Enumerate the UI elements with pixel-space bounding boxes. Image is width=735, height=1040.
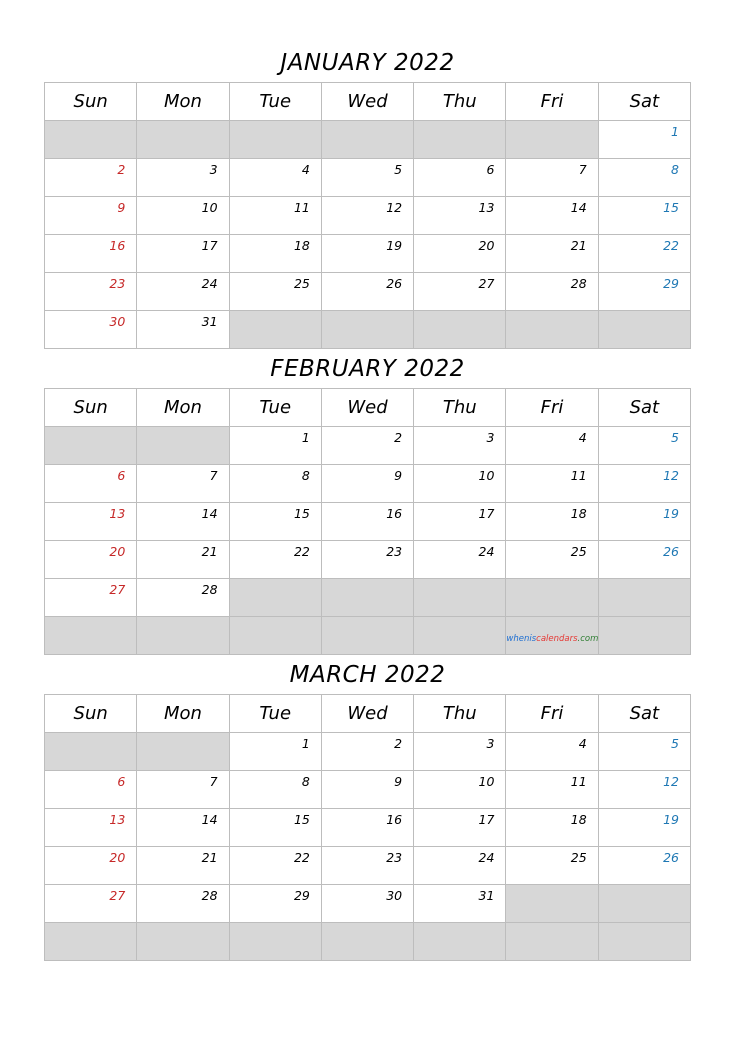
empty-day-cell [321, 311, 413, 349]
day-cell [45, 541, 137, 579]
day-number: 25 [293, 276, 310, 291]
day-cell [321, 159, 413, 197]
day-cell [598, 273, 690, 311]
weekday-header: Sun [45, 389, 137, 427]
empty-day-cell [321, 121, 413, 159]
empty-day-cell [598, 885, 690, 923]
day-cell [598, 427, 690, 465]
day-cell [414, 197, 506, 235]
day-number: 30 [386, 888, 403, 903]
day-cell [229, 273, 321, 311]
day-cell [598, 541, 690, 579]
day-cell [321, 885, 413, 923]
day-number: 10 [201, 200, 218, 215]
empty-day-cell [414, 311, 506, 349]
weekday-header: Tue [229, 695, 321, 733]
day-number: 17 [478, 506, 495, 521]
empty-day-cell [45, 617, 137, 655]
day-number: 23 [109, 276, 126, 291]
day-number: 17 [478, 812, 495, 827]
empty-day-cell [414, 617, 506, 655]
empty-day-cell [598, 579, 690, 617]
empty-day-cell [137, 121, 229, 159]
empty-day-cell [137, 733, 229, 771]
weekday-header: Thu [414, 389, 506, 427]
empty-day-cell [506, 617, 598, 655]
day-cell [506, 273, 598, 311]
day-cell [506, 541, 598, 579]
empty-day-cell [229, 617, 321, 655]
week-row [45, 847, 691, 885]
day-number: 1 [301, 430, 310, 445]
day-cell [45, 159, 137, 197]
empty-day-cell [45, 121, 137, 159]
weekday-header: Sat [598, 389, 690, 427]
watermark-link[interactable] [506, 617, 597, 644]
day-number: 30 [109, 314, 126, 329]
week-row [45, 121, 691, 159]
weekday-header: Sun [45, 83, 137, 121]
empty-day-cell [321, 579, 413, 617]
day-number: 27 [478, 276, 495, 291]
week-row [45, 197, 691, 235]
day-number: 4 [578, 430, 587, 445]
empty-day-cell [506, 311, 598, 349]
day-cell [598, 771, 690, 809]
day-number: 2 [394, 430, 403, 445]
day-cell [229, 503, 321, 541]
day-number: 28 [201, 582, 218, 597]
day-number: 18 [570, 506, 587, 521]
weekday-header: Wed [321, 83, 413, 121]
day-cell [229, 733, 321, 771]
day-number: 1 [301, 736, 310, 751]
day-cell [45, 197, 137, 235]
day-cell [45, 235, 137, 273]
week-row [45, 617, 691, 655]
day-number: 31 [478, 888, 495, 903]
day-cell [414, 273, 506, 311]
day-cell [229, 197, 321, 235]
weekday-header: Mon [137, 83, 229, 121]
day-number: 11 [293, 200, 310, 215]
weekday-header: Wed [321, 389, 413, 427]
day-cell [45, 771, 137, 809]
weekday-header: Sat [598, 83, 690, 121]
empty-day-cell [506, 923, 598, 961]
day-number: 11 [570, 468, 587, 483]
day-cell [598, 159, 690, 197]
day-cell [506, 503, 598, 541]
day-cell [137, 771, 229, 809]
empty-day-cell [45, 427, 137, 465]
week-row [45, 311, 691, 349]
day-number: 18 [570, 812, 587, 827]
day-number: 7 [209, 774, 218, 789]
weekday-header: Tue [229, 389, 321, 427]
day-number: 13 [478, 200, 495, 215]
day-cell [45, 847, 137, 885]
weekday-header: Thu [414, 695, 506, 733]
weekday-header: Wed [321, 695, 413, 733]
day-number: 26 [386, 276, 403, 291]
empty-day-cell [414, 121, 506, 159]
week-row [45, 579, 691, 617]
day-number: 13 [109, 812, 126, 827]
day-number: 7 [209, 468, 218, 483]
empty-day-cell [506, 121, 598, 159]
day-cell [414, 503, 506, 541]
day-cell [229, 159, 321, 197]
day-cell [414, 733, 506, 771]
empty-day-cell [506, 885, 598, 923]
day-cell [229, 541, 321, 579]
day-number: 11 [570, 774, 587, 789]
day-number: 16 [386, 812, 403, 827]
week-row [45, 427, 691, 465]
empty-day-cell [137, 427, 229, 465]
day-number: 3 [209, 162, 218, 177]
day-cell [137, 465, 229, 503]
day-number: 20 [109, 850, 126, 865]
day-cell [321, 733, 413, 771]
day-number: 15 [293, 506, 310, 521]
day-cell [506, 427, 598, 465]
day-cell [137, 885, 229, 923]
day-cell [321, 427, 413, 465]
day-cell [137, 197, 229, 235]
calendar-grid [44, 388, 691, 655]
day-number: 21 [201, 544, 218, 559]
day-cell [45, 273, 137, 311]
day-cell [598, 847, 690, 885]
day-number: 31 [201, 314, 218, 329]
day-cell [137, 159, 229, 197]
day-number: 22 [293, 850, 310, 865]
day-number: 27 [109, 888, 126, 903]
day-number: 7 [578, 162, 587, 177]
day-cell [321, 235, 413, 273]
empty-day-cell [229, 121, 321, 159]
day-number: 19 [386, 238, 403, 253]
day-cell [137, 579, 229, 617]
day-number: 3 [486, 736, 495, 751]
day-number: 23 [386, 850, 403, 865]
empty-day-cell [414, 579, 506, 617]
day-number: 26 [663, 850, 679, 865]
day-cell [414, 235, 506, 273]
empty-day-cell [229, 923, 321, 961]
day-number: 27 [109, 582, 126, 597]
weekday-header: Sun [45, 695, 137, 733]
day-cell [229, 235, 321, 273]
empty-day-cell [598, 617, 690, 655]
day-number: 24 [201, 276, 218, 291]
day-number: 12 [663, 774, 679, 789]
day-number: 9 [117, 200, 126, 215]
day-number: 5 [671, 736, 679, 751]
weekday-header: Fri [506, 389, 598, 427]
day-cell [506, 159, 598, 197]
day-number: 17 [201, 238, 218, 253]
day-cell [321, 771, 413, 809]
day-cell [229, 809, 321, 847]
calendar-grid [44, 82, 691, 349]
day-number: 20 [478, 238, 495, 253]
day-number: 19 [663, 506, 679, 521]
day-cell [506, 733, 598, 771]
empty-day-cell [414, 923, 506, 961]
day-number: 3 [486, 430, 495, 445]
day-cell [598, 121, 690, 159]
week-row [45, 733, 691, 771]
empty-day-cell [229, 311, 321, 349]
month-title: FEBRUARY 2022 [270, 356, 465, 382]
weekday-header-row [45, 83, 691, 121]
day-cell [45, 579, 137, 617]
day-cell [45, 885, 137, 923]
day-cell [229, 885, 321, 923]
weekday-header: Fri [506, 695, 598, 733]
weekday-header: Sat [598, 695, 690, 733]
weekday-header: Mon [137, 389, 229, 427]
empty-day-cell [506, 579, 598, 617]
day-cell [598, 733, 690, 771]
day-number: 5 [394, 162, 403, 177]
empty-day-cell [45, 733, 137, 771]
day-number: 2 [117, 162, 126, 177]
day-number: 22 [293, 544, 310, 559]
day-cell [137, 847, 229, 885]
day-number: 2 [394, 736, 403, 751]
day-cell [137, 273, 229, 311]
empty-day-cell [598, 923, 690, 961]
day-number: 6 [117, 468, 126, 483]
day-cell [229, 427, 321, 465]
day-number: 6 [117, 774, 126, 789]
calendar-grid [44, 694, 691, 961]
weekday-header-row [45, 695, 691, 733]
day-cell [137, 809, 229, 847]
day-cell [506, 465, 598, 503]
day-cell [506, 197, 598, 235]
day-cell [229, 847, 321, 885]
day-cell [598, 809, 690, 847]
weekday-header: Fri [506, 83, 598, 121]
week-row [45, 465, 691, 503]
day-number: 1 [671, 124, 679, 139]
day-number: 20 [109, 544, 126, 559]
day-cell [414, 427, 506, 465]
day-number: 12 [386, 200, 403, 215]
day-cell [45, 311, 137, 349]
day-number: 9 [394, 468, 403, 483]
empty-day-cell [45, 923, 137, 961]
day-number: 29 [293, 888, 310, 903]
watermark-text: calendars [536, 634, 578, 644]
weekday-header: Mon [137, 695, 229, 733]
month-title: JANUARY 2022 [280, 50, 455, 76]
weekday-header-row [45, 389, 691, 427]
day-number: 5 [671, 430, 679, 445]
day-cell [414, 771, 506, 809]
week-row [45, 809, 691, 847]
week-row [45, 273, 691, 311]
day-number: 12 [663, 468, 679, 483]
day-cell [598, 465, 690, 503]
day-number: 10 [478, 468, 495, 483]
day-cell [506, 235, 598, 273]
day-number: 10 [478, 774, 495, 789]
day-cell [414, 847, 506, 885]
day-number: 22 [663, 238, 679, 253]
empty-day-cell [321, 923, 413, 961]
day-number: 8 [301, 774, 310, 789]
week-row [45, 503, 691, 541]
day-number: 26 [663, 544, 679, 559]
day-cell [321, 273, 413, 311]
day-number: 14 [201, 812, 218, 827]
week-row [45, 771, 691, 809]
day-cell [137, 541, 229, 579]
watermark-text: whenis [506, 634, 537, 644]
week-row [45, 923, 691, 961]
day-number: 9 [394, 774, 403, 789]
week-row [45, 159, 691, 197]
day-cell [137, 311, 229, 349]
day-cell [506, 809, 598, 847]
day-number: 28 [570, 276, 587, 291]
day-cell [506, 771, 598, 809]
day-number: 28 [201, 888, 218, 903]
day-cell [414, 159, 506, 197]
day-cell [321, 503, 413, 541]
day-cell [45, 809, 137, 847]
watermark-text: .com [577, 634, 599, 644]
day-number: 25 [570, 850, 587, 865]
day-number: 21 [201, 850, 218, 865]
day-number: 25 [570, 544, 587, 559]
day-number: 24 [478, 850, 495, 865]
empty-day-cell [598, 311, 690, 349]
day-cell [414, 465, 506, 503]
day-cell [321, 541, 413, 579]
day-number: 13 [109, 506, 126, 521]
day-number: 15 [293, 812, 310, 827]
week-row [45, 235, 691, 273]
day-number: 8 [301, 468, 310, 483]
day-cell [45, 503, 137, 541]
day-number: 4 [578, 736, 587, 751]
day-number: 24 [478, 544, 495, 559]
day-number: 16 [386, 506, 403, 521]
day-cell [137, 235, 229, 273]
day-number: 6 [486, 162, 495, 177]
day-number: 29 [663, 276, 679, 291]
day-cell [598, 503, 690, 541]
week-row [45, 541, 691, 579]
day-cell [229, 465, 321, 503]
day-cell [137, 503, 229, 541]
day-cell [506, 847, 598, 885]
day-number: 18 [293, 238, 310, 253]
day-number: 23 [386, 544, 403, 559]
day-number: 19 [663, 812, 679, 827]
day-number: 4 [301, 162, 310, 177]
week-row [45, 885, 691, 923]
month-title: MARCH 2022 [289, 662, 446, 688]
day-cell [414, 809, 506, 847]
day-cell [321, 197, 413, 235]
empty-day-cell [229, 579, 321, 617]
day-cell [321, 809, 413, 847]
day-cell [321, 465, 413, 503]
day-number: 16 [109, 238, 126, 253]
day-number: 8 [671, 162, 679, 177]
day-cell [414, 541, 506, 579]
day-number: 15 [663, 200, 679, 215]
weekday-header: Tue [229, 83, 321, 121]
empty-day-cell [137, 923, 229, 961]
day-number: 21 [570, 238, 587, 253]
day-cell [229, 771, 321, 809]
day-cell [598, 235, 690, 273]
day-number: 14 [201, 506, 218, 521]
empty-day-cell [321, 617, 413, 655]
day-cell [414, 885, 506, 923]
day-cell [598, 197, 690, 235]
day-cell [45, 465, 137, 503]
weekday-header: Thu [414, 83, 506, 121]
day-cell [321, 847, 413, 885]
day-number: 14 [570, 200, 587, 215]
empty-day-cell [137, 617, 229, 655]
